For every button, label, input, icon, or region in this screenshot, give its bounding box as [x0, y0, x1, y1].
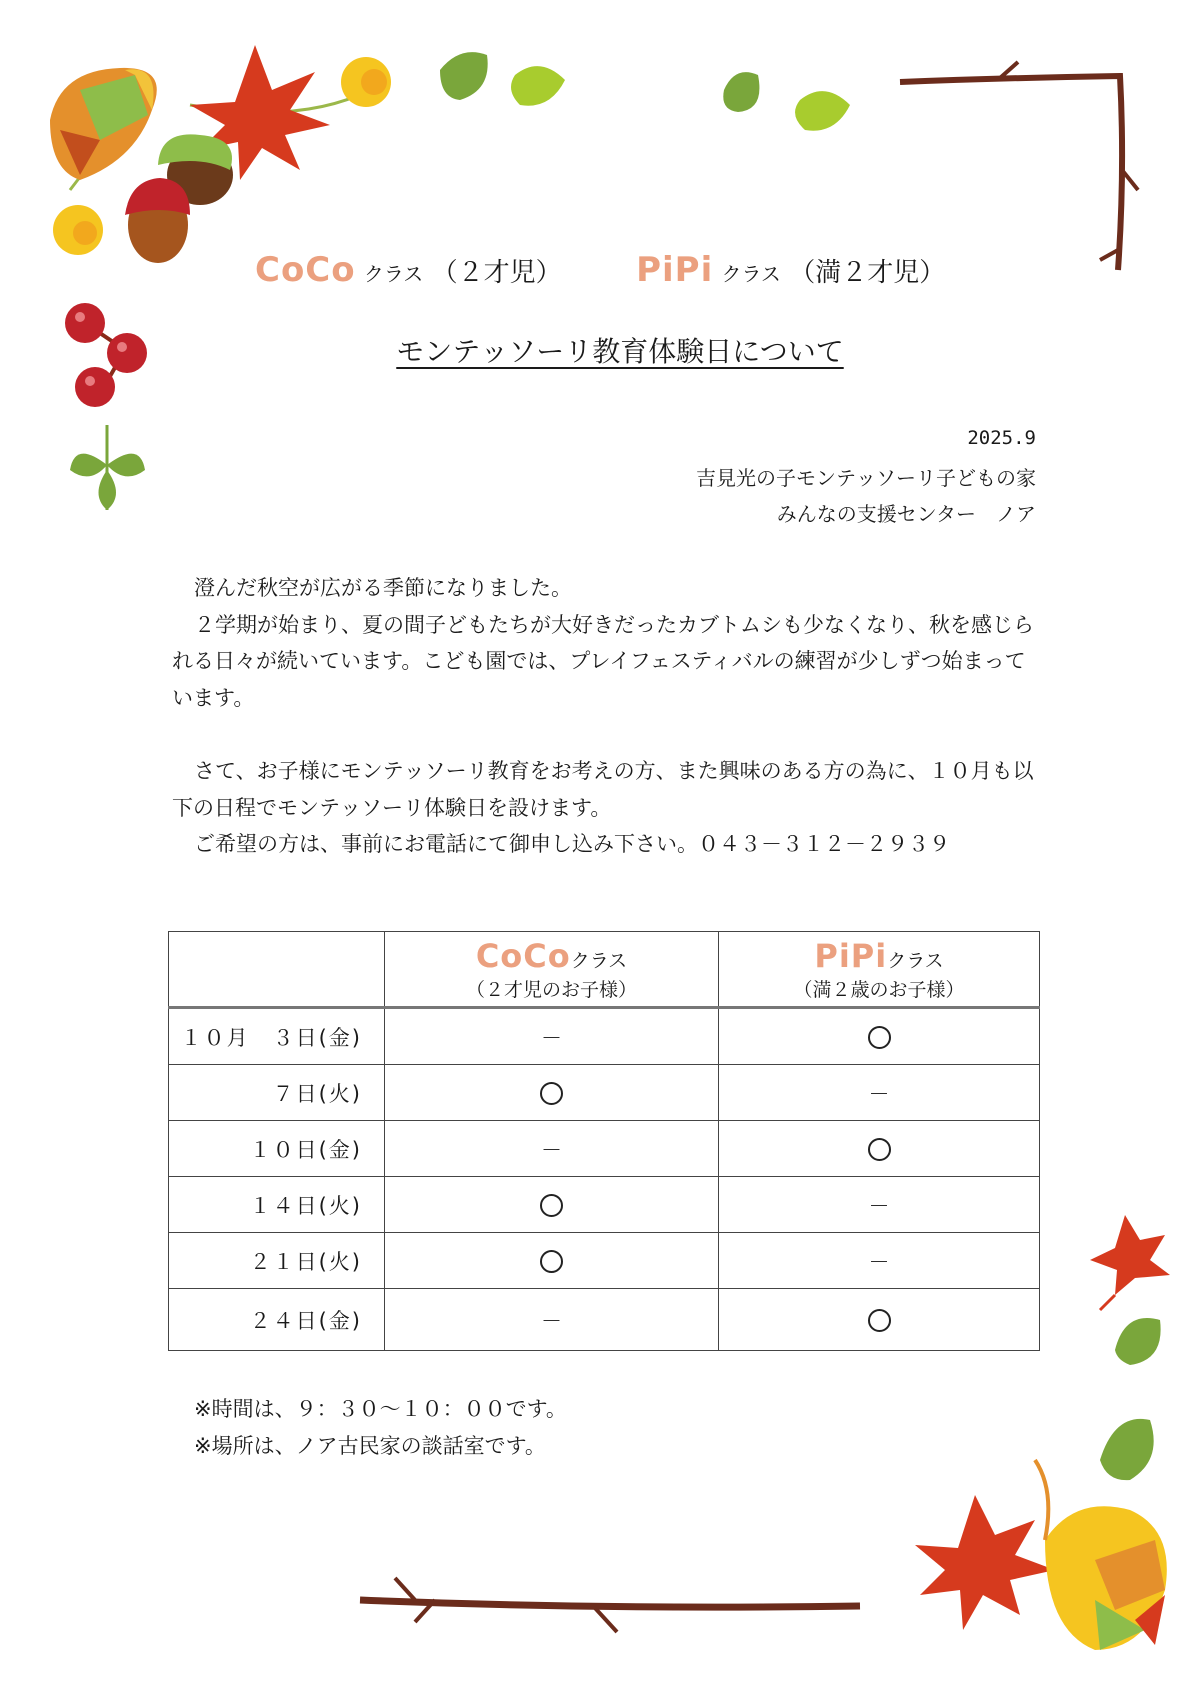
- pipi-availability-cell: [719, 1289, 1040, 1351]
- unavailable-dash: －: [541, 1137, 562, 1162]
- table-row: [169, 1065, 1040, 1121]
- header-pipi: [719, 932, 1040, 1008]
- coco-availability-cell: [385, 1177, 719, 1233]
- center-name: みんなの支援センター ノア: [776, 502, 1036, 526]
- coco-availability-cell: [385, 1289, 719, 1351]
- unavailable-dash: －: [868, 1249, 890, 1274]
- page-title: モンテッソーリ教育体験日について: [396, 335, 844, 368]
- table-row: [169, 1121, 1040, 1177]
- unavailable-dash: －: [541, 1025, 562, 1050]
- coco-availability-cell: [385, 1121, 719, 1177]
- class-header: [255, 250, 945, 290]
- coco-availability-cell: [385, 1233, 719, 1289]
- leaf-decoration-right: [1075, 1200, 1185, 1380]
- invitation-paragraph: [172, 753, 1034, 863]
- pipi-class-label: クラス: [721, 262, 781, 286]
- pipi-age: （満２才児）: [789, 258, 946, 288]
- pipi-logo: PiPi: [636, 250, 714, 290]
- table-row: [169, 1289, 1040, 1351]
- schedule-date: ２１日(火): [169, 1233, 385, 1289]
- pipi-availability-cell: [719, 1008, 1040, 1065]
- coco-availability-cell: [385, 1065, 719, 1121]
- invitation-text: さて、お子様にモンテッソーリ教育をお考えの方、また興味のある方の為に、１０月も以下の日程でモンテッソーリ体験日を設けます。: [172, 759, 1034, 820]
- table-row: [169, 1233, 1040, 1289]
- table-pipi-logo: PiPi: [814, 936, 888, 975]
- available-circle-icon: [540, 1194, 563, 1217]
- available-circle-icon: [868, 1026, 891, 1049]
- pipi-availability-cell: [719, 1121, 1040, 1177]
- pipi-availability-cell: [719, 1177, 1040, 1233]
- schedule-date: ７日(火): [169, 1065, 385, 1121]
- available-circle-icon: [540, 1082, 563, 1105]
- unavailable-dash: －: [541, 1308, 562, 1333]
- pipi-availability-cell: [719, 1233, 1040, 1289]
- school-name: 吉見光の子モンテッソーリ子どもの家: [696, 466, 1036, 490]
- schedule-date: １４日(火): [169, 1177, 385, 1233]
- table-row: [169, 1177, 1040, 1233]
- table-coco-sub: （２才児のお子様）: [465, 978, 637, 1001]
- greeting-line: 澄んだ秋空が広がる季節になりました。: [194, 576, 572, 600]
- available-circle-icon: [540, 1250, 563, 1273]
- schedule-table: [168, 931, 1040, 1351]
- time-note: ※時間は、９：３０～１０：００です。: [194, 1397, 567, 1421]
- available-circle-icon: [868, 1309, 891, 1332]
- table-pipi-sub: （満２歳のお子様）: [793, 978, 965, 1001]
- phone-line: ご希望の方は、事前にお電話にて御申し込み下さい。０４３－３１２－２９３９: [194, 832, 950, 856]
- table-coco-logo: CoCo: [475, 936, 571, 975]
- place-note: ※場所は、ノア古民家の談話室です。: [194, 1434, 546, 1458]
- pipi-availability-cell: [719, 1065, 1040, 1121]
- coco-availability-cell: [385, 1008, 719, 1065]
- table-header-row: [169, 932, 1040, 1008]
- header-coco: [385, 932, 719, 1008]
- coco-age: （２才児）: [431, 258, 562, 288]
- unavailable-dash: －: [868, 1193, 890, 1218]
- autumn-decoration-top-left: [40, 30, 640, 280]
- table-row: [169, 1008, 1040, 1065]
- table-pipi-label: クラス: [887, 949, 944, 972]
- schedule-date: １０月 ３日(金): [169, 1008, 385, 1065]
- intro-paragraph: [172, 570, 1034, 716]
- schedule-date: ２４日(金): [169, 1289, 385, 1351]
- issue-date: 2025.9: [967, 427, 1036, 449]
- schedule-date: １０日(金): [169, 1121, 385, 1177]
- coco-logo: CoCo: [255, 250, 356, 290]
- header-empty-cell: [169, 932, 385, 1008]
- coco-class-label: クラス: [363, 262, 424, 286]
- unavailable-dash: －: [868, 1081, 890, 1106]
- table-coco-label: クラス: [570, 949, 628, 972]
- season-text: ２学期が始まり、夏の間子どもたちが大好きだったカブトムシも少なくなり、秋を感じられる日々が続いています。こども園では、プレイフェスティバルの練習が少しずつ始まっています。: [172, 612, 1034, 710]
- available-circle-icon: [868, 1138, 891, 1161]
